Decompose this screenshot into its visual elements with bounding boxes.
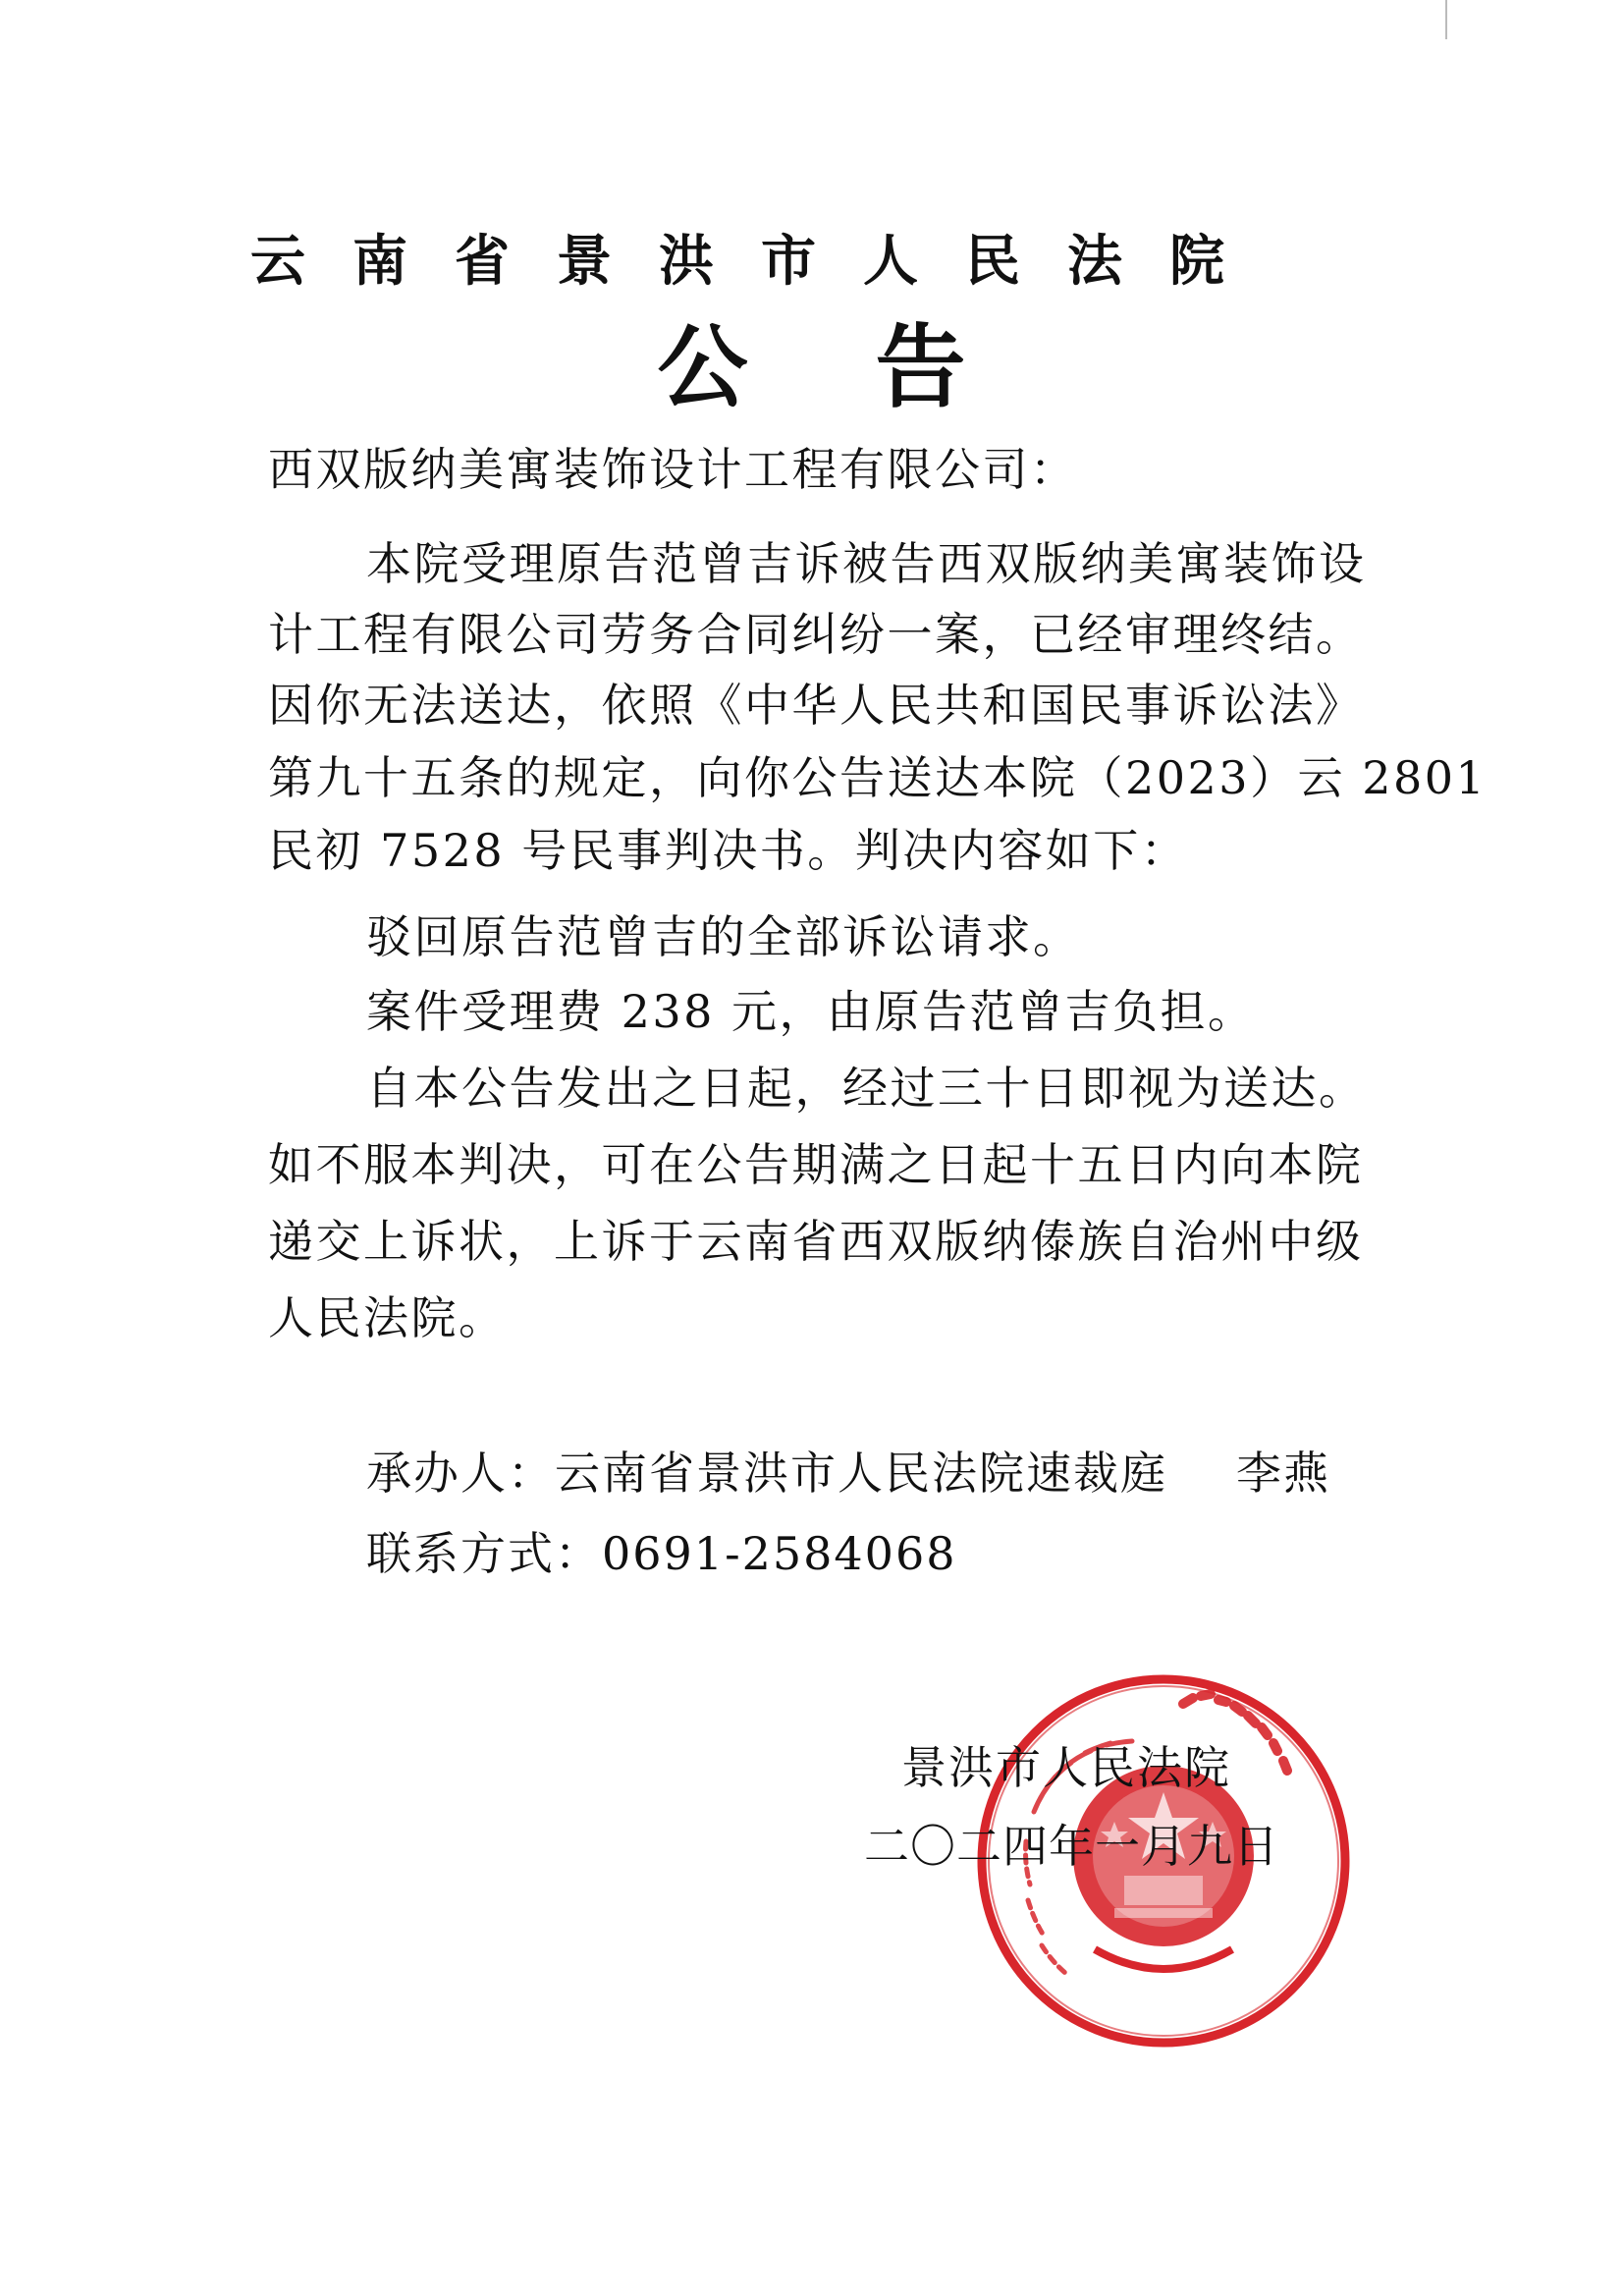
ruling-line-1: 驳回原告范曾吉的全部诉讼请求。: [366, 910, 1081, 963]
handler-line: [366, 1444, 1330, 1503]
paragraph2-line-1: 自本公告发出之日起，经过三十日即视为送达。: [366, 1062, 1367, 1115]
phone-label: 联系方式：: [366, 1527, 602, 1580]
scan-edge-mark: [1445, 0, 1447, 39]
paragraph2-line-2: 如不服本判决，可在公告期满之日起十五日内向本院: [268, 1138, 1364, 1191]
phone-number: 0691-2584068: [602, 1527, 957, 1580]
addressee-line: 西双版纳美寓装饰设计工程有限公司：: [268, 443, 1078, 496]
paragraph2-line-4: 人民法院。: [268, 1291, 507, 1344]
paragraph1-line-3: 因你无法送达，依照《中华人民共和国民事诉讼法》: [268, 679, 1364, 732]
court-name-heading: 云南省景洪市人民法院: [250, 230, 1271, 294]
signature-date: 二〇二四年一月九日: [864, 1820, 1279, 1873]
contact-line: [366, 1524, 956, 1583]
handler-label: 承办人：: [366, 1447, 555, 1500]
handler-name: 李燕: [1236, 1447, 1330, 1500]
paragraph1-line-4: 第九十五条的规定，向你公告送达本院（2023）云 2801: [268, 751, 1488, 804]
handler-department: 云南省景洪市人民法院速裁庭: [555, 1447, 1167, 1500]
ruling-line-2: 案件受理费 238 元，由原告范曾吉负担。: [366, 985, 1256, 1038]
signature-court: 景洪市人民法院: [901, 1741, 1231, 1794]
paragraph1-line-5: 民初 7528 号民事判决书。判决内容如下：: [268, 824, 1189, 877]
document-title: 公告: [657, 315, 1094, 420]
paragraph2-line-3: 递交上诉状，上诉于云南省西双版纳傣族自治州中级: [268, 1215, 1364, 1268]
paragraph1-line-2: 计工程有限公司劳务合同纠纷一案，已经审理终结。: [268, 608, 1364, 661]
paragraph1-line-1: 本院受理原告范曾吉诉被告西双版纳美寓装饰设: [366, 537, 1367, 590]
